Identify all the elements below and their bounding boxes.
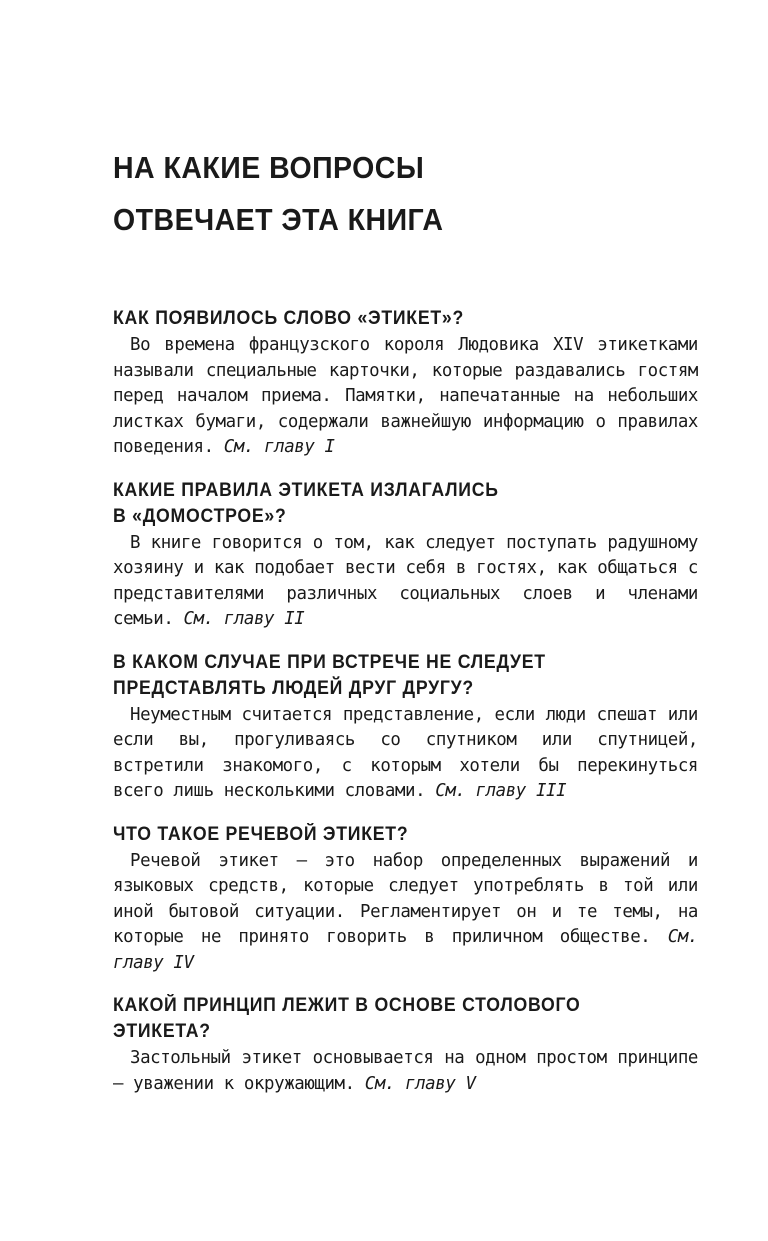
question-heading-line: В КАКОМ СЛУЧАЕ ПРИ ВСТРЕЧЕ НЕ СЛЕДУЕТ [113,651,546,673]
question-heading [113,478,657,530]
page [113,142,698,1114]
question-heading-line: ПРЕДСТАВЛЯТЬ ЛЮДЕЙ ДРУГ ДРУГУ? [113,677,474,699]
question-answer [113,531,698,633]
chapter-reference: См. главу I [223,437,335,457]
question-heading-line: В «ДОМОСТРОЕ»? [113,505,287,527]
question-heading [113,822,657,848]
page-title-line-2: ОТВЕЧАЕТ ЭТА КНИГА [113,202,444,237]
question-heading [113,993,657,1045]
question-answer [113,849,698,977]
question-section [113,822,698,977]
chapter-reference: См. главу II [183,609,305,629]
question-section [113,306,698,461]
question-answer [113,703,698,805]
chapter-reference: См. главу III [435,781,567,801]
question-section [113,650,698,805]
question-heading-line: ЧТО ТАКОЕ РЕЧЕВОЙ ЭТИКЕТ? [113,823,409,845]
questions-list [113,306,698,1097]
question-heading [113,650,657,702]
question-section [113,478,698,633]
page-title [113,142,651,246]
question-heading-line: КАКОЙ ПРИНЦИП ЛЕЖИТ В ОСНОВЕ СТОЛОВОГО [113,995,581,1016]
question-heading-line: ЭТИКЕТА? [113,1021,211,1042]
answer-text: В книге говорится о том, как следует поступать радушному хозяину и как подобает вести себя в гостях, как общаться с представителями различных социальных слоев и членами семьи. [113,532,698,629]
answer-text: Неуместным считается представление, если люди спешат или если вы, прогуливаясь со спутником или спутницей, встретили знакомого, с которым хотели бы перекинуться всего лишь несколькими словами. [113,704,698,801]
answer-text: Во времена французского короля Людовика XIV этикетками называли специальные карточки, которые раздавались гостям перед началом приема. Памятки, напечатанные на небольших листках бумаги, содержали важнейшую информацию о правилах поведения. [113,335,698,457]
page-title-line-1: НА КАКИЕ ВОПРОСЫ [113,150,425,185]
chapter-reference: См. главу V [364,1073,476,1094]
question-heading-line: КАК ПОЯВИЛОСЬ СЛОВО «ЭТИКЕТ»? [113,308,465,329]
answer-text: Застольный этикет основывается на одном простом принципе — уважении к окружающим. [113,1048,698,1094]
chapter-reference: См. главу IV [113,927,698,973]
question-answer [113,333,698,461]
answer-text: Речевой этикет — это набор определенных выражений и языковых средств, которые следует употреблять в той или иной бытовой ситуации. Регламентирует он и те темы, на которые не принято говорить в приличном обществе. [113,850,698,947]
question-heading [113,306,657,332]
question-section [113,993,698,1097]
question-answer [113,1046,698,1097]
question-heading-line: КАКИЕ ПРАВИЛА ЭТИКЕТА ИЗЛАГАЛИСЬ [113,479,499,501]
